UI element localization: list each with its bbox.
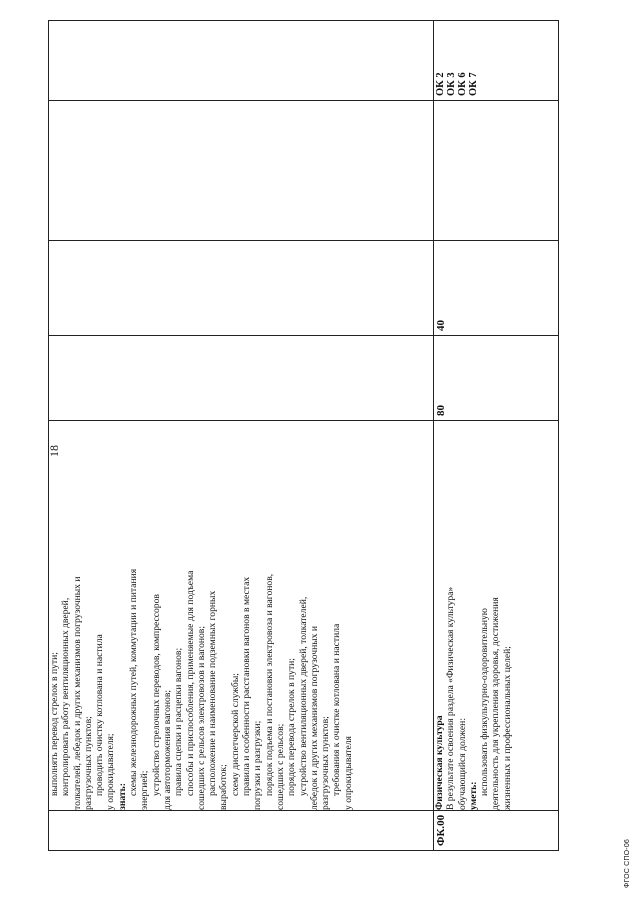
text-line: проводить очистку котлована и настила bbox=[94, 634, 106, 796]
table-row-continued bbox=[49, 21, 434, 851]
text-line: лебедок и других механизмов погрузочных и bbox=[308, 625, 320, 810]
competency-item: ОК 2 bbox=[435, 72, 446, 96]
continued-lines bbox=[49, 421, 354, 810]
text-line: контролировать работу вентиляционных дверей, bbox=[60, 597, 72, 796]
text-line: устройство вентиляционных дверей, толкателей, bbox=[297, 596, 309, 796]
text-line: сошедших с рельсов; bbox=[274, 723, 286, 810]
text-line: жизненных и профессиональных целей; bbox=[501, 646, 513, 810]
text-line: схемы железнодорожных путей, коммутации и питания bbox=[128, 568, 140, 796]
text-line: использовать физкультурно-оздоровительную bbox=[479, 608, 491, 796]
text-line: для автоторможения вагонов; bbox=[161, 689, 173, 810]
cell-section-discipline bbox=[434, 101, 559, 241]
text-line: устройство стрелочных переводов, компрессоров bbox=[150, 594, 162, 796]
text-line: выполнять перевод стрелок в пути; bbox=[49, 652, 60, 796]
section-code: ФК.00 bbox=[435, 814, 447, 846]
text-line: Физическая культура bbox=[434, 715, 445, 810]
text-line: правила и особенности расстановки вагонов в местах bbox=[241, 576, 253, 796]
footer-label: ФГОС СПО-06 bbox=[624, 838, 631, 888]
cell-section-code bbox=[434, 811, 559, 851]
cell-continued-text bbox=[49, 421, 434, 811]
text-line: способы и приспособления, применяемые для подъема bbox=[184, 570, 196, 796]
competency-item: ОК 7 bbox=[468, 72, 479, 96]
cell-index bbox=[49, 811, 434, 851]
cell-discipline bbox=[49, 101, 434, 241]
text-line: знать: bbox=[116, 783, 128, 810]
text-line: расположение и наименование подземных горных bbox=[207, 590, 219, 796]
text-line: обучающийся должен: bbox=[456, 718, 468, 810]
text-line: схему диспетчерской службы; bbox=[229, 673, 241, 796]
text-line: требования к очистке котлована и настила bbox=[331, 623, 343, 796]
text-line: уметь: bbox=[467, 781, 479, 810]
cell-section-class-hours bbox=[434, 241, 559, 336]
cell-section-max-hours bbox=[434, 336, 559, 421]
page-number: 18 bbox=[47, 445, 61, 457]
cell-class-hours bbox=[49, 241, 434, 336]
text-line: правила сцепки и расцепки вагонов; bbox=[173, 647, 185, 796]
cell-competencies bbox=[49, 21, 434, 101]
cell-section-competencies bbox=[434, 21, 559, 101]
max-hours-value: 80 bbox=[435, 405, 447, 416]
curriculum-table bbox=[48, 20, 559, 851]
cell-max-hours bbox=[49, 336, 434, 421]
text-line: погрузки и разгрузки; bbox=[252, 720, 264, 810]
text-line: порядок перевода стрелок в пути; bbox=[286, 658, 298, 796]
cell-section-text bbox=[434, 421, 559, 811]
text-line: В результате освоения раздела «Физическая культура» bbox=[445, 586, 457, 810]
text-line: порядок подъема и постановки электровоза и вагонов, bbox=[263, 573, 275, 796]
competency-list bbox=[434, 21, 479, 100]
text-line: сошедших с рельсов электровозов и вагонов; bbox=[195, 626, 207, 810]
text-line: деятельность для укрепления здоровья, достижения bbox=[490, 597, 502, 810]
text-line: энергией; bbox=[139, 770, 151, 810]
text-line: толкателей, лебедок и других механизмов погрузочных и bbox=[71, 576, 83, 810]
text-line: разгрузочных пунктов; bbox=[320, 716, 332, 810]
text-line: разгрузочных пунктов; bbox=[82, 716, 94, 810]
section-lines bbox=[434, 421, 513, 810]
table-row-section bbox=[434, 21, 559, 851]
text-line: выработок; bbox=[218, 764, 230, 810]
competency-item: ОК 6 bbox=[457, 72, 468, 96]
text-line: у опрокидывателя; bbox=[105, 733, 117, 810]
competency-item: ОК 3 bbox=[446, 72, 457, 96]
text-line: у опрокидывателя bbox=[342, 736, 354, 810]
class-hours-value: 40 bbox=[435, 320, 447, 331]
